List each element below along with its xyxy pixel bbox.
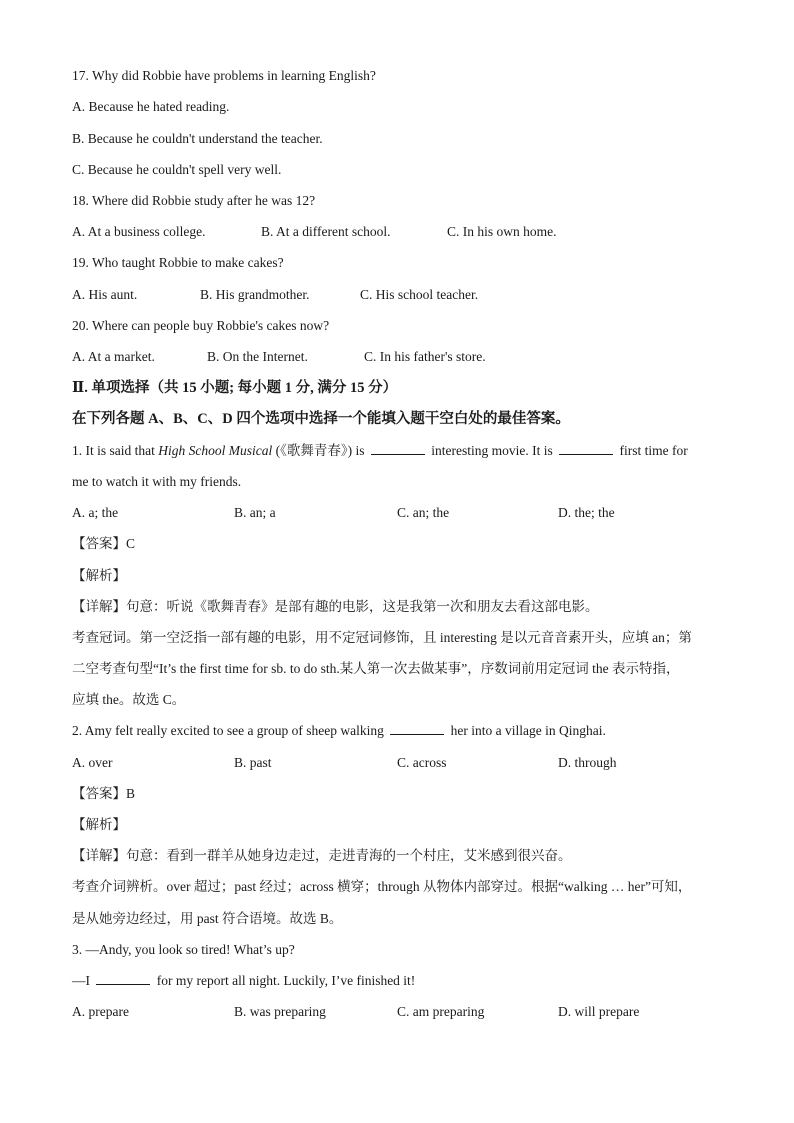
question-2-option-c: C. across xyxy=(397,755,447,770)
question-19-stem: 19. Who taught Robbie to make cakes? xyxy=(72,255,284,270)
question-1-blank-1 xyxy=(371,442,425,455)
question-17-option-c: C. Because he couldn't spell very well. xyxy=(72,162,282,177)
question-1-stem-mid2: interesting movie. It is xyxy=(431,443,553,458)
detail-tag: 【详解】 xyxy=(72,848,126,863)
section-instruction: 在下列各题 A、B、C、D 四个选项中选择一个能填入题干空白处的最佳答案。 xyxy=(72,411,570,427)
question-1-explain-line3: 应填 the。故选 C。 xyxy=(72,692,186,707)
question-2-option-a: A. over xyxy=(72,755,113,770)
question-19-option-b: B. His grandmother. xyxy=(200,287,310,302)
question-1-explain-line2: 二空考查句型“It’s the first time for sb. to do sth.某人第一次去做某事”，序数词前用定冠词 the 表示特指， xyxy=(72,661,680,676)
question-1-answer xyxy=(72,535,135,553)
question-3-line2-post: for my report all night. Luckily, I’ve finished it! xyxy=(156,973,416,988)
question-17-stem: 17. Why did Robbie have problems in learning English? xyxy=(72,68,376,83)
detail-text: 句意：听说《歌舞青春》是部有趣的电影，这是我第一次和朋友去看这部电影。 xyxy=(126,599,599,614)
question-1-stem xyxy=(72,442,688,460)
question-3-line2-pre: —I xyxy=(72,973,90,988)
answer-value: C xyxy=(126,536,136,551)
answer-tag: 【答案】 xyxy=(72,786,126,801)
question-1-stem-mid1: (《歌舞青春》) is xyxy=(275,443,365,458)
question-18-option-b: B. At a different school. xyxy=(261,224,391,239)
detail-tag: 【详解】 xyxy=(72,599,126,614)
question-3-option-c: C. am preparing xyxy=(397,1004,485,1019)
question-1-explain-line1: 考查冠词。第一空泛指一部有趣的电影，用不定冠词修饰，且 interesting 是以元音音素开头，应填 an；第 xyxy=(72,630,692,645)
question-2-detail xyxy=(72,847,572,865)
question-3-line2 xyxy=(72,972,415,990)
question-3-option-b: B. was preparing xyxy=(234,1004,326,1019)
question-20-stem: 20. Where can people buy Robbie's cakes now? xyxy=(72,318,330,333)
question-2-stem-post: her into a village in Qinghai. xyxy=(450,723,606,738)
question-2-stem xyxy=(72,722,606,740)
question-17-option-b: B. Because he couldn't understand the teacher. xyxy=(72,131,323,146)
question-1-option-a: A. a; the xyxy=(72,505,119,520)
question-3-line1: 3. —Andy, you look so tired! What’s up? xyxy=(72,942,295,957)
answer-value: B xyxy=(126,786,136,801)
question-2-explain-line1: 考查介词辨析。over 超过；past 经过；across 横穿；through 从物体内部穿过。根据“walking … her”可知， xyxy=(72,879,692,894)
question-1-analysis-tag: 【解析】 xyxy=(72,568,126,583)
question-1-movie-title: High School Musical xyxy=(158,443,273,458)
question-2-analysis-tag: 【解析】 xyxy=(72,817,126,832)
question-3-blank xyxy=(96,972,150,985)
question-2-option-b: B. past xyxy=(234,755,272,770)
detail-text: 句意：看到一群羊从她身边走过，走进青海的一个村庄，艾米感到很兴奋。 xyxy=(126,848,572,863)
question-2-blank xyxy=(390,722,444,735)
question-2-answer xyxy=(72,785,135,803)
question-20-option-b: B. On the Internet. xyxy=(207,349,308,364)
question-3-option-a: A. prepare xyxy=(72,1004,129,1019)
question-1-blank-2 xyxy=(559,442,613,455)
question-1-option-c: C. an; the xyxy=(397,505,450,520)
question-19-option-c: C. His school teacher. xyxy=(360,287,479,302)
question-18-stem: 18. Where did Robbie study after he was 12? xyxy=(72,193,316,208)
question-1-option-b: B. an; a xyxy=(234,505,276,520)
question-2-stem-pre: 2. Amy felt really excited to see a group of sheep walking xyxy=(72,723,384,738)
question-1-detail xyxy=(72,598,599,616)
question-1-stem-pre: 1. It is said that xyxy=(72,443,155,458)
question-2-explain-line2: 是从她旁边经过，用 past 符合语境。故选 B。 xyxy=(72,911,343,926)
question-18-option-c: C. In his own home. xyxy=(447,224,557,239)
question-18-option-a: A. At a business college. xyxy=(72,224,206,239)
question-17-option-a: A. Because he hated reading. xyxy=(72,99,230,114)
answer-tag: 【答案】 xyxy=(72,536,126,551)
question-20-option-c: C. In his father's store. xyxy=(364,349,486,364)
question-1-stem-post: first time for xyxy=(619,443,688,458)
question-1-stem-line2: me to watch it with my friends. xyxy=(72,474,242,489)
question-1-option-d: D. the; the xyxy=(558,505,615,520)
question-3-option-d: D. will prepare xyxy=(558,1004,640,1019)
question-2-option-d: D. through xyxy=(558,755,617,770)
question-19-option-a: A. His aunt. xyxy=(72,287,138,302)
question-20-option-a: A. At a market. xyxy=(72,349,155,364)
section-title: Ⅱ. 单项选择（共 15 小题; 每小题 1 分, 满分 15 分） xyxy=(72,380,398,396)
